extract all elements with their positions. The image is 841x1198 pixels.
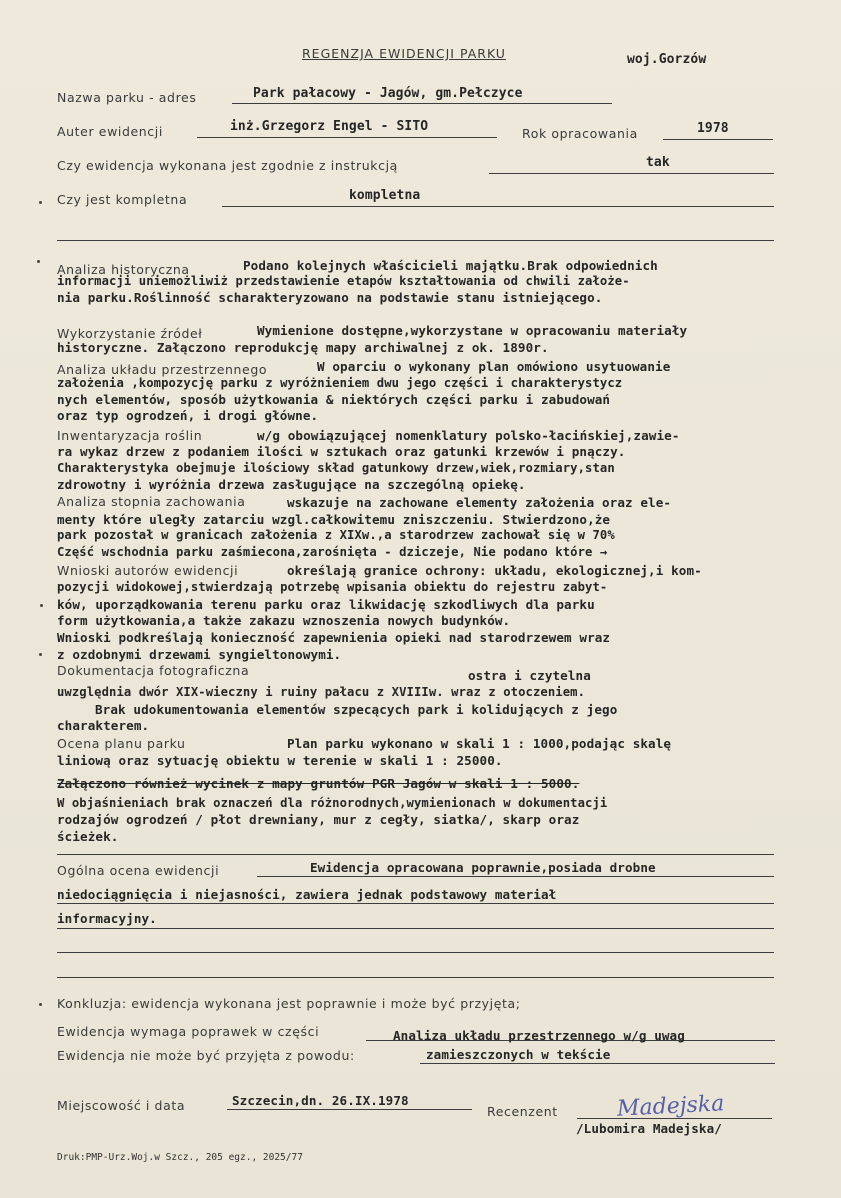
- place-line: [227, 1109, 472, 1110]
- place-value: Szczecin,dn. 26.IX.1978: [232, 1093, 409, 1108]
- photo-line-4: charakterem.: [57, 718, 150, 733]
- spatial-line-4: oraz typ ogrodzeń, i drogi główne.: [57, 408, 319, 423]
- plan-line-1: Plan parku wykonano w skali 1 : 1000,podając skalę: [287, 736, 672, 751]
- historical-label: Analiza historyczna: [57, 262, 190, 277]
- photo-line-3: Brak udokumentowania elementów szpecących park i kolidujących z jego: [95, 702, 618, 717]
- year-value: 1978: [697, 121, 729, 136]
- year-label: Rok opracowania: [522, 126, 638, 141]
- photo-line-1: ostra i czytelna: [468, 668, 591, 683]
- photo-line-2: uwzględnia dwór XIX-wieczny i ruiny pałacu z XVIIIw. wraz z otoczeniem.: [57, 685, 586, 699]
- document-title: REGENZJA EWIDENCJI PARKU: [302, 46, 506, 61]
- reviewer-label: Recenzent: [487, 1104, 558, 1119]
- park-name-value: Park pałacowy - Jagów, gm.Pełczyce: [253, 86, 523, 101]
- complete-value: kompletna: [349, 188, 421, 203]
- author-line: [197, 137, 497, 138]
- margin-mark: [39, 653, 42, 656]
- conclusions-label: Wnioski autorów ewidencji: [57, 563, 239, 578]
- preservation-line-2: menty które uległy zatarciu wzgl.całkowitemu zniszczeniu. Stwierdzono,że: [57, 512, 611, 527]
- assessment-line: [257, 876, 774, 877]
- sources-line-2: historyczne. Załączono reprodukcję mapy archiwalnej z ok. 1890r.: [57, 340, 549, 355]
- rejected-value: zamieszczonych w tekście: [426, 1047, 611, 1062]
- assessment-line-3: informacyjny.: [57, 911, 157, 926]
- preservation-line-4: Część wschodnia parku zaśmiecona,zarośnięta - dziczeje, Nie podano które →: [57, 545, 608, 559]
- park-name-label: Nazwa parku - adres: [57, 90, 197, 105]
- historical-line-3: nia parku.Roślinność scharakteryzowano na podstawie stanu istniejącego.: [57, 290, 603, 305]
- conclusions-line-4: form użytkowania,a także zakazu wznoszenia nowych budynków.: [57, 613, 511, 628]
- conclusions-line-3: ków, uporządkowania terenu parku oraz likwidację szkodliwych dla parku: [57, 597, 595, 612]
- print-info: Druk:PMP-Urz.Woj.w Szcz., 205 egz., 2025/77: [57, 1152, 303, 1163]
- margin-mark: [40, 604, 43, 607]
- conclusions-line-6: z ozdobnymi drzewami syngieltonowymi.: [57, 647, 342, 662]
- inventory-line-1: w/g obowiązującej nomenklatury polsko-łacińskiej,zawie-: [257, 428, 680, 443]
- author-label: Auter ewidencji: [57, 124, 163, 139]
- plan-line-5: rodzajów ogrodzeń / płot drewniany, mur z cegły, siatka/, skarp oraz: [57, 812, 580, 827]
- conclusions-line-1: określają granice ochrony: układu, ekologicznej,i kom-: [287, 563, 702, 578]
- compliance-value: tak: [646, 155, 670, 170]
- blank-line: [57, 854, 774, 855]
- reviewer-signature: Madejska: [616, 1091, 725, 1122]
- rejected-label: Ewidencja nie może być przyjęta z powodu:: [57, 1048, 355, 1063]
- historical-line-1: Podano kolejnych właścicieli majątku.Brak odpowiednich: [243, 258, 658, 273]
- compliance-label: Czy ewidencja wykonana jest zgodnie z instrukcją: [57, 158, 398, 173]
- sources-label: Wykorzystanie źródeł: [57, 326, 203, 341]
- historical-line-2: informacji uniemożliwiż przedstawienie etapów kształtowania od chwili założe-: [57, 274, 630, 288]
- reviewer-name: /Lubomira Madejska/: [576, 1121, 722, 1136]
- plan-line-3: Załączono również wycinek z mapy gruntów PGR Jagów w skali 1 : 5000.: [57, 776, 580, 791]
- photo-label: Dokumentacja fotograficzna: [57, 663, 250, 678]
- preservation-line-3: park pozostał w granicach założenia z XIXw.,a starodrzew zachował się w 70%: [57, 528, 615, 542]
- year-line: [663, 139, 773, 140]
- margin-mark: [37, 260, 40, 263]
- blank-line: [57, 952, 774, 953]
- margin-mark: [39, 201, 42, 204]
- region-label: woj.Gorzów: [627, 52, 707, 67]
- assessment-line: [57, 903, 774, 904]
- preservation-label: Analiza stopnia zachowania: [57, 494, 246, 509]
- conclusions-line-5: Wnioski podkreślają konieczność zapewnienia opieki nad starodrzewem wraz: [57, 630, 611, 645]
- conclusion-text: Konkluzja: ewidencja wykonana jest poprawnie i może być przyjęta;: [57, 996, 521, 1011]
- signature-line: [577, 1118, 772, 1119]
- plan-line-4: W objaśnieniach brak oznaczeń dla różnorodnych,wymienionach w dokumentacji: [57, 796, 608, 810]
- spatial-line-2: założenia ,kompozycję parku z wyróżnieniem dwu jego części i charakterystycz: [57, 376, 623, 390]
- plan-line-6: ścieżek.: [57, 829, 119, 844]
- corrections-value: Analiza układu przestrzennego w/g uwag: [393, 1028, 685, 1043]
- spatial-line-3: nych elementów, sposób użytkowania & niektórych części parku i zabudowań: [57, 392, 611, 407]
- park-name-line: [232, 103, 612, 104]
- complete-line: [222, 206, 774, 207]
- inventory-line-2: ra wykaz drzew z podaniem ilości w sztukach oraz gatunki krzewów i pnączy.: [57, 444, 626, 459]
- assessment-line-1: Ewidencja opracowana poprawnie,posiada drobne: [310, 860, 656, 875]
- blank-line: [57, 240, 774, 241]
- preservation-line-1: wskazuje na zachowane elementy założenia oraz ele-: [287, 495, 672, 510]
- plan-line-2: liniową oraz sytuację obiektu w terenie w skali 1 : 25000.: [57, 753, 503, 768]
- author-value: inż.Grzegorz Engel - SITO: [230, 119, 429, 134]
- corrections-label: Ewidencja wymaga poprawek w części: [57, 1024, 320, 1039]
- rejected-line: [420, 1063, 775, 1064]
- inventory-line-3: Charakterystyka obejmuje ilościowy skład gatunkowy drzew,wiek,rozmiary,stan: [57, 461, 615, 475]
- assessment-label: Ogólna ocena ewidencji: [57, 863, 220, 878]
- spatial-label: Analiza układu przestrzennego: [57, 362, 268, 377]
- place-label: Miejscowość i data: [57, 1098, 186, 1113]
- complete-label: Czy jest kompletna: [57, 192, 188, 207]
- assessment-line-2: niedociągnięcia i niejasności, zawiera jednak podstawowy materiał: [57, 887, 557, 902]
- sources-line-1: Wymienione dostępne,wykorzystane w opracowaniu materiały: [257, 323, 688, 338]
- margin-mark: [39, 1003, 42, 1006]
- spatial-line-1: W oparciu o wykonany plan omówiono usytuowanie: [317, 359, 671, 374]
- inventory-line-4: zdrowotny i wyróżnia drzewa zasługujące na szczególną opiekę.: [57, 477, 526, 492]
- conclusions-line-2: pozycji widokowej,stwierdzają potrzebę wpisania obiektu do rejestru zabyt-: [57, 580, 608, 594]
- inventory-label: Inwentaryzacja roślin: [57, 428, 203, 443]
- assessment-line: [57, 928, 774, 929]
- compliance-line: [489, 173, 774, 174]
- plan-label: Ocena planu parku: [57, 736, 186, 751]
- blank-line: [57, 977, 774, 978]
